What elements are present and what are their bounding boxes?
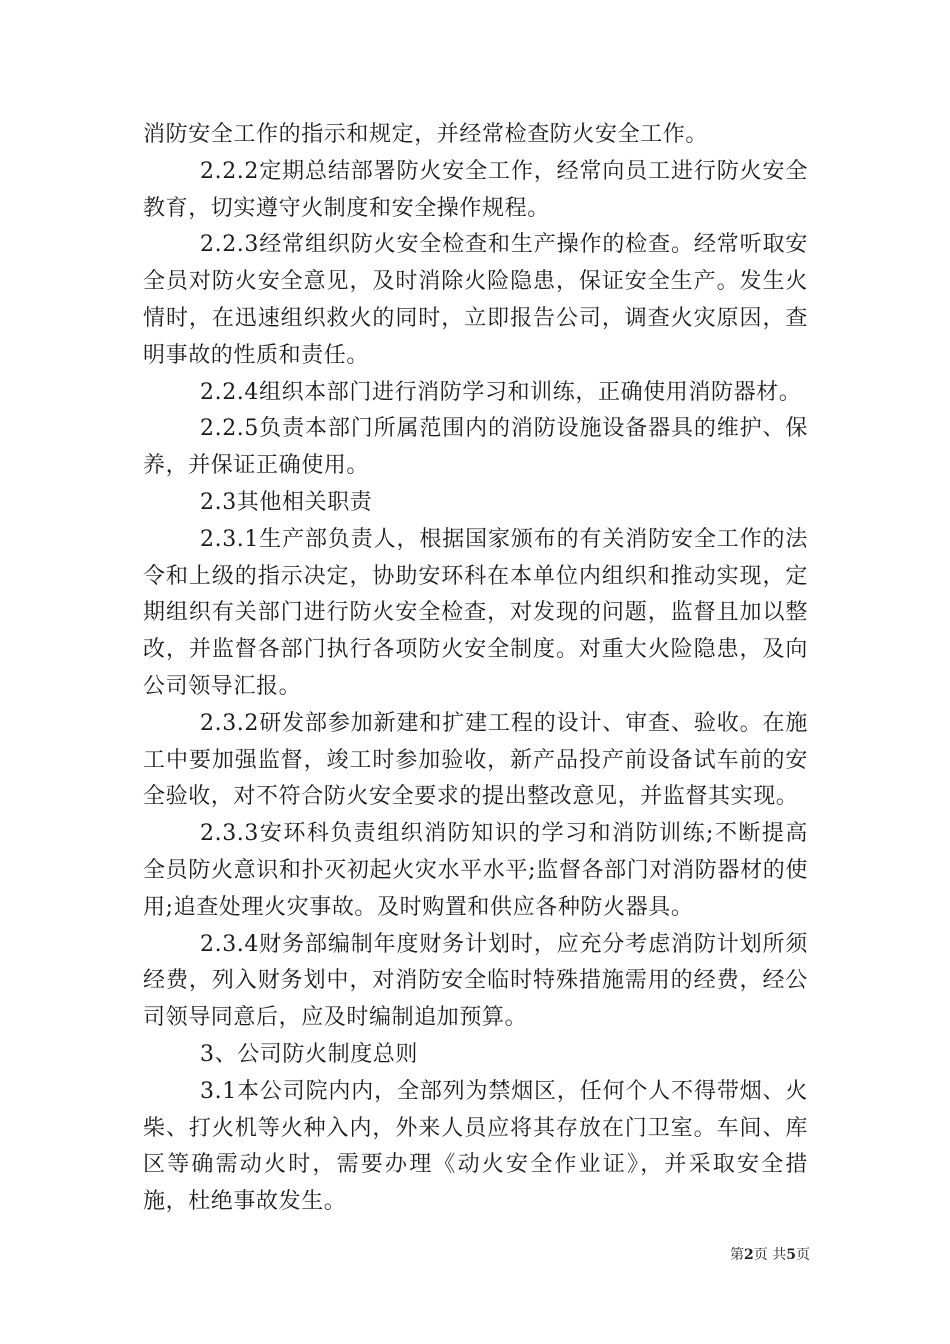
paragraph-10: 2.3.4财务部编制年度财务计划时，应充分考虑消防计划所须经费，列入财务划中，对消防安全临时特殊措施需用的经费，经公司领导同意后，应及时编制追加预算。 [143, 931, 808, 1031]
footer-suffix: 页 [796, 1247, 810, 1263]
paragraph-4: 2.2.4组织本部门进行消防学习和训练，正确使用消防器材。 [200, 379, 802, 405]
footer-prefix: 第 [730, 1247, 745, 1263]
current-page-number: 2 [744, 1247, 754, 1263]
paragraph-9: 2.3.3安环科负责组织消防知识的学习和消防训练;不断提高全员防火意识和扑灭初起火灾水平水平;监督各部门对消防器材的使用;追查处理火灾事故。及时购置和供应各种防火器具。 [143, 821, 808, 920]
paragraph-5: 2.2.5负责本部门所属范围内的消防设施设备器具的维护、保养，并保证正确使用。 [143, 416, 808, 479]
paragraph-12: 3.1本公司院内内，全部列为禁烟区，任何个人不得带烟、火柴、打火机等火种入内，外来人员应将其存放在门卫室。车间、库区等确需动火时，需要办理《动火安全作业证》，并采取安全措施，杜绝事故发生。 [143, 1078, 808, 1215]
paragraph-1: 消防安全工作的指示和规定，并经常检查防火安全工作。 [143, 122, 709, 147]
footer-middle: 页 共 [753, 1247, 787, 1263]
total-pages-number: 5 [786, 1247, 796, 1263]
document-body [143, 117, 808, 1221]
paragraph-2: 2.2.2定期总结部署防火安全工作，经常向员工进行防火安全教育，切实遵守火制度和安全操作规程。 [143, 158, 808, 221]
paragraph-7: 2.3.1生产部负责人，根据国家颁布的有关消防安全工作的法令和上级的指示决定，协助安环科在本单位内组织和推动实现，定期组织有关部门进行防火安全检查，对发现的问题，监督且加以整改，并监督各部门执行各项防火安全制度。对重大火险隐患，及向公司领导汇报。 [143, 526, 808, 699]
page-footer [700, 1246, 810, 1264]
section-heading-3: 3、公司防火制度总则 [200, 1041, 418, 1067]
section-heading-2-3: 2.3其他相关职责 [200, 489, 373, 515]
paragraph-3: 2.2.3经常组织防火安全检查和生产操作的检查。经常听取安全员对防火安全意见，及时消除火险隐患，保证安全生产。发生火情时，在迅速组织救火的同时，立即报告公司，调查火灾原因，查明事故的性质和责任。 [143, 232, 808, 368]
paragraph-8: 2.3.2研发部参加新建和扩建工程的设计、审查、验收。在施工中要加强监督，竣工时参加验收，新产品投产前设备试车前的安全验收，对不符合防火安全要求的提出整改意见，并监督其实现。 [143, 710, 808, 810]
